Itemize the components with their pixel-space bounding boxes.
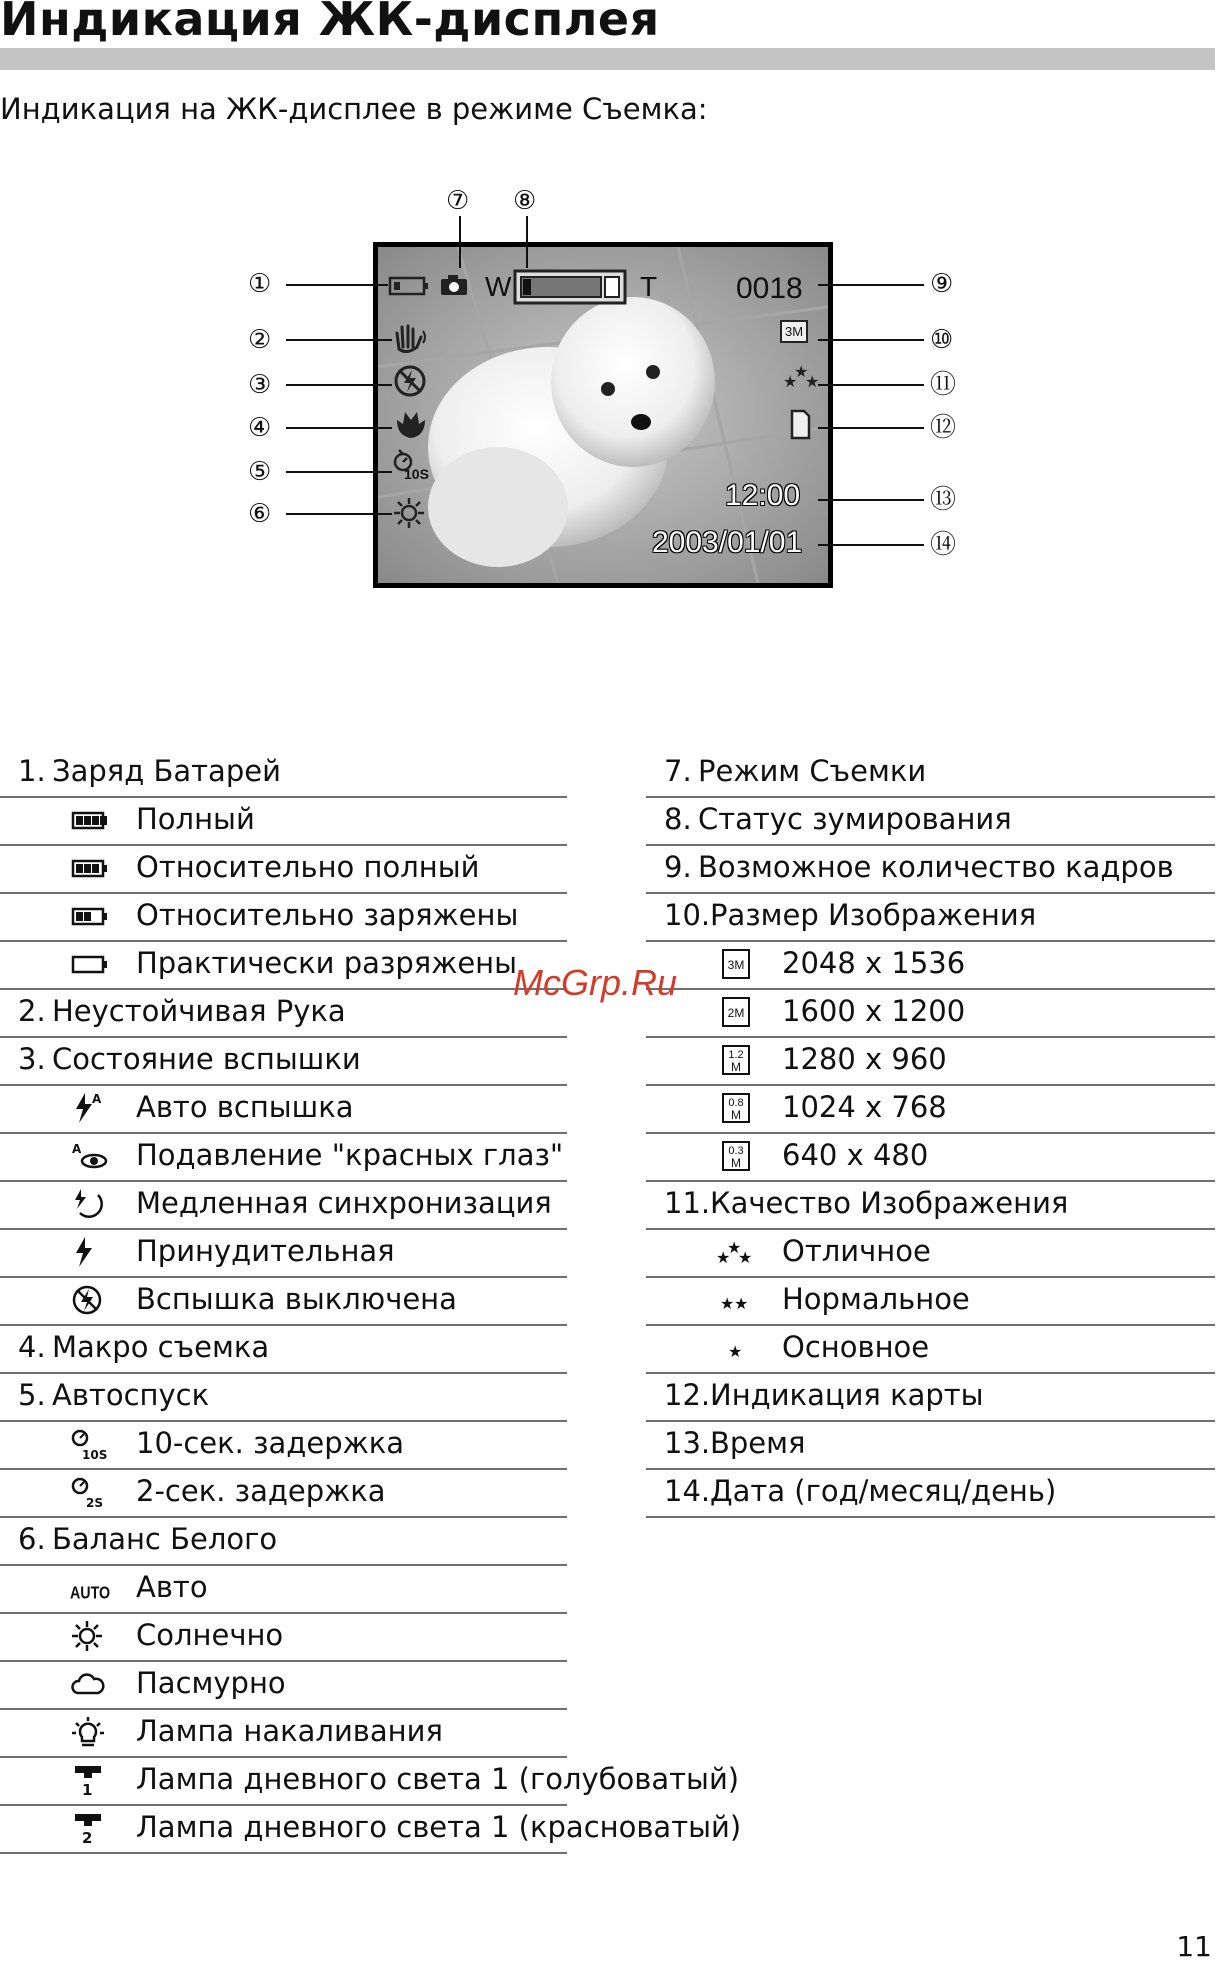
legend-item-text: Полный (136, 802, 255, 836)
legend-number: 6. (18, 1522, 46, 1556)
legend-heading (646, 796, 1215, 846)
legend-subitem (646, 1228, 1215, 1278)
wb-auto-icon (70, 1571, 110, 1605)
legend-item-text: Пасмурно (136, 1666, 286, 1700)
page-number: 11 (1176, 1930, 1212, 1963)
legend-heading-text: Режим Съемки (698, 754, 927, 788)
watermark: McGrp.Ru (513, 962, 678, 1003)
callout-7: ⑦ (446, 186, 470, 216)
fluorescent-1-icon (70, 1763, 110, 1797)
legend-subitem (0, 1804, 742, 1854)
battery-full-icon (70, 803, 110, 837)
legend-subitem (0, 1228, 567, 1278)
legend-subitem (0, 940, 567, 990)
svg-text:1.2: 1.2 (728, 1049, 744, 1061)
legend-heading (646, 1180, 1215, 1230)
size-3m-icon (716, 947, 756, 981)
legend-item-text: 1280 x 960 (782, 1042, 947, 1076)
legend-heading-text: Макро съемка (52, 1330, 270, 1364)
legend-heading-text: Качество Изображения (710, 1186, 1069, 1220)
legend-subitem (646, 1036, 1215, 1086)
svg-text:★: ★ (794, 365, 809, 381)
legend-subitem (0, 796, 567, 846)
battery-empty-icon (70, 947, 110, 981)
legend-heading-text: Возможное количество кадров (698, 850, 1174, 884)
legend-heading (646, 892, 1215, 942)
stars-2-icon (716, 1283, 756, 1317)
legend-item-text: Вспышка выключена (136, 1282, 457, 1316)
svg-text:A: A (92, 1092, 102, 1106)
legend-heading-text: Дата (год/месяц/день) (710, 1474, 1057, 1508)
legend-item-text: Лампа дневного света 1 (красноватый) (136, 1810, 742, 1844)
svg-text:2: 2 (82, 1829, 93, 1845)
legend-number: 4. (18, 1330, 46, 1364)
legend-number: 13. (664, 1426, 711, 1460)
legend-heading-text: Состояние вспышки (52, 1042, 361, 1076)
callout-3: ③ (248, 370, 272, 400)
legend-number: 5. (18, 1378, 46, 1412)
legend-number: 11. (664, 1186, 711, 1220)
callout-11: ⑪ (930, 370, 957, 400)
svg-text:2M: 2M (727, 1006, 745, 1020)
legend-number: 10. (664, 898, 711, 932)
legend-subitem (0, 1132, 567, 1182)
legend-subitem (0, 1756, 740, 1806)
size-2m-icon (716, 995, 756, 1029)
svg-text:A: A (72, 1142, 82, 1156)
legend-number: 12. (664, 1378, 711, 1412)
svg-text:★: ★ (738, 1248, 753, 1267)
svg-text:2S: 2S (86, 1496, 103, 1509)
legend-heading (646, 1420, 1215, 1470)
legend-heading-text: Баланс Белого (52, 1522, 278, 1556)
legend-subitem (646, 1276, 1215, 1326)
callout-6: ⑥ (248, 499, 272, 529)
legend-item-text: Подавление "красных глаз" (136, 1138, 564, 1172)
legend-subitem (0, 1084, 567, 1134)
flash-forced-icon (70, 1235, 110, 1269)
slow-sync-icon (70, 1187, 110, 1221)
legend-item-text: 2-сек. задержка (136, 1474, 386, 1508)
timer-2s-icon (70, 1475, 110, 1509)
legend-heading (0, 748, 567, 798)
legend-item-text: Основное (782, 1330, 930, 1364)
callout-12: ⑫ (930, 413, 957, 443)
legend-number: 14. (664, 1474, 711, 1508)
legend-subitem (646, 1132, 1215, 1182)
page-subtitle: Индикация на ЖК-дисплее в режиме Съемка: (0, 92, 708, 126)
legend-item-text: 2048 x 1536 (782, 946, 966, 980)
callout-lines (0, 0, 1218, 600)
legend-subitem (0, 1180, 567, 1230)
legend-heading-text: Заряд Батарей (52, 754, 281, 788)
legend-item-text: 1600 x 1200 (782, 994, 966, 1028)
legend-heading (0, 988, 567, 1038)
legend-heading-text: Размер Изображения (710, 898, 1037, 932)
callout-10: ⑩ (930, 325, 954, 355)
svg-text:★: ★ (727, 1238, 742, 1257)
legend-subitem (646, 940, 1215, 990)
legend-item-text: Относительно заряжены (136, 898, 519, 932)
legend-number: 8. (664, 802, 692, 836)
legend-number: 9. (664, 850, 692, 884)
lcd-zoom-t: T (640, 271, 658, 302)
legend-number: 1. (18, 754, 46, 788)
legend-item-text: 640 x 480 (782, 1138, 929, 1172)
fluorescent-2-icon (70, 1811, 110, 1845)
callout-14: ⑭ (930, 530, 957, 560)
lcd-size-badge: 3M (780, 320, 808, 343)
legend-subitem (646, 1084, 1215, 1134)
legend-heading (0, 1036, 567, 1086)
legend-subitem (0, 892, 567, 942)
legend-heading (646, 1372, 1215, 1422)
legend-item-text: Лампа дневного света 1 (голубоватый) (136, 1762, 740, 1796)
stars-3-icon (716, 1235, 756, 1269)
lcd-zoom-w: W (485, 271, 512, 302)
legend-heading-text: Автоспуск (52, 1378, 210, 1412)
legend-heading (0, 1372, 567, 1422)
lcd-time: 12:00 (725, 479, 801, 512)
legend-subitem (646, 1324, 1215, 1374)
tungsten-icon (70, 1715, 110, 1749)
callout-8: ⑧ (513, 186, 537, 216)
legend-item-text: Медленная синхронизация (136, 1186, 552, 1220)
svg-text:★: ★ (805, 372, 819, 391)
legend-subitem (0, 1708, 567, 1758)
timer-10s-icon (70, 1427, 110, 1461)
legend-item-text: 1024 x 768 (782, 1090, 947, 1124)
legend-subitem (0, 1660, 567, 1710)
legend-item-text: Лампа накаливания (136, 1714, 443, 1748)
legend-item-text: Принудительная (136, 1234, 395, 1268)
svg-text:M: M (731, 1060, 741, 1074)
page-title: Индикация ЖК-дисплея (0, 0, 660, 46)
lcd-date: 2003/01/01 (652, 526, 803, 559)
legend-subitem (0, 1612, 567, 1662)
svg-text:★: ★ (716, 1248, 731, 1267)
callout-9: ⑨ (930, 269, 954, 299)
battery-high-icon (70, 851, 110, 885)
lcd-timer-label: 10S (404, 466, 429, 482)
cloudy-icon (70, 1667, 110, 1701)
legend-subitem (0, 1468, 567, 1518)
legend-item-text: Солнечно (136, 1618, 284, 1652)
stars-1-icon (716, 1331, 756, 1365)
svg-text:0.3: 0.3 (728, 1145, 744, 1157)
legend-item-text: Нормальное (782, 1282, 970, 1316)
size-0-8m-icon (716, 1091, 756, 1125)
battery-mid-icon (70, 899, 110, 933)
svg-text:3M: 3M (727, 958, 745, 972)
legend-heading-text: Время (710, 1426, 806, 1460)
callout-5: ⑤ (248, 457, 272, 487)
legend-heading (0, 1324, 567, 1374)
legend-subitem (0, 1564, 567, 1614)
legend-heading-text: Индикация карты (710, 1378, 984, 1412)
svg-text:AUTO: AUTO (70, 1584, 110, 1603)
legend-number: 2. (18, 994, 46, 1028)
legend-item-text: Отличное (782, 1234, 931, 1268)
legend-heading (646, 1468, 1215, 1518)
callout-1: ① (248, 269, 272, 299)
size-1-2m-icon (716, 1043, 756, 1077)
legend-heading-text: Статус зумирования (698, 802, 1012, 836)
svg-text:★: ★ (720, 1294, 735, 1313)
legend-subitem (0, 1276, 567, 1326)
legend-item-text: Авто вспышка (136, 1090, 354, 1124)
svg-text:M: M (731, 1108, 741, 1122)
callout-2: ② (248, 325, 272, 355)
svg-text:10S: 10S (82, 1448, 108, 1461)
svg-text:★: ★ (728, 1342, 743, 1361)
flash-auto-icon (70, 1091, 110, 1125)
legend-item-text: Авто (136, 1570, 208, 1604)
svg-text:M: M (731, 1156, 741, 1170)
lcd-frame-count: 0018 (736, 272, 803, 305)
svg-text:★: ★ (783, 372, 798, 391)
callout-4: ④ (248, 413, 272, 443)
red-eye-icon (70, 1139, 110, 1173)
sunny-icon (70, 1619, 110, 1653)
legend-heading (646, 748, 1215, 798)
legend-heading (646, 844, 1215, 894)
legend-item-text: 10-сек. задержка (136, 1426, 405, 1460)
legend-item-text: Практически разряжены (136, 946, 518, 980)
legend-number: 7. (664, 754, 692, 788)
size-0-3m-icon (716, 1139, 756, 1173)
flash-off-icon (70, 1283, 110, 1317)
legend-heading-text: Неустойчивая Рука (52, 994, 346, 1028)
svg-text:1: 1 (82, 1781, 93, 1797)
legend-subitem (646, 988, 1215, 1038)
legend-subitem (0, 844, 567, 894)
legend-heading (0, 1516, 567, 1566)
legend-subitem (0, 1420, 567, 1470)
legend-number: 3. (18, 1042, 46, 1076)
legend-item-text: Относительно полный (136, 850, 480, 884)
svg-text:★: ★ (734, 1294, 749, 1313)
svg-text:0.8: 0.8 (728, 1097, 744, 1109)
callout-13: ⑬ (930, 485, 957, 515)
